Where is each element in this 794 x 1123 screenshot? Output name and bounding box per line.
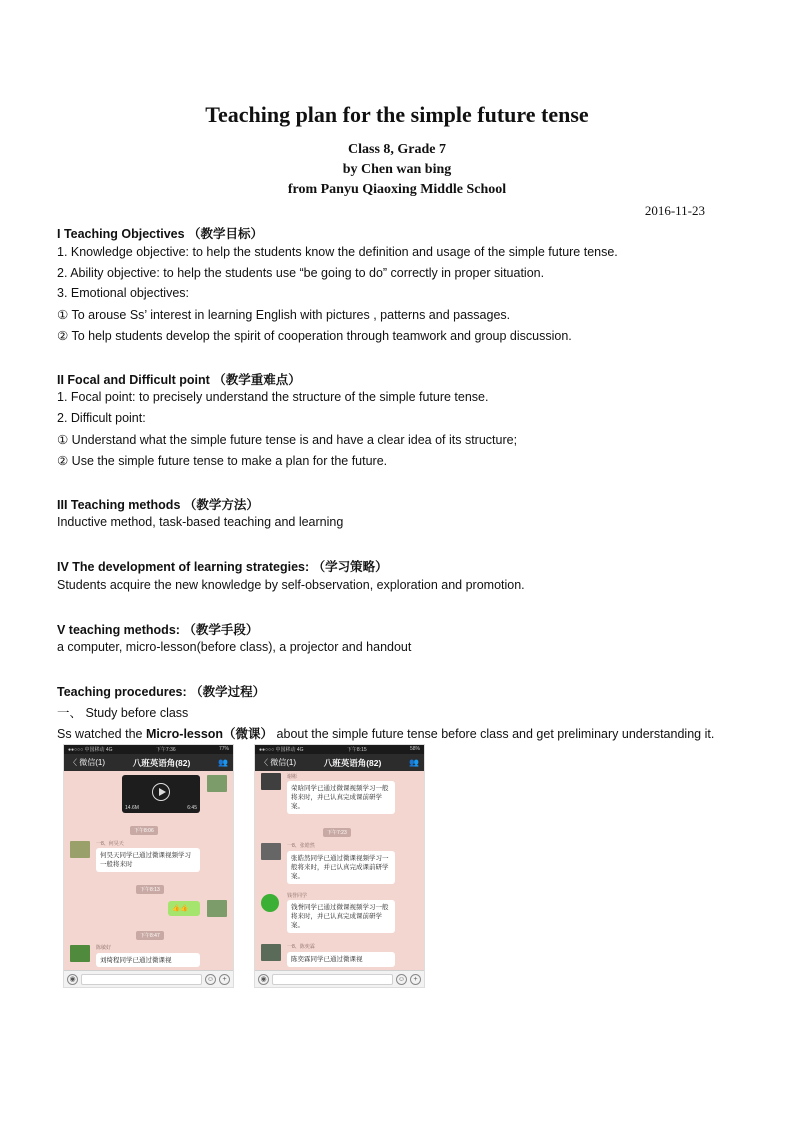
sentence-end: about the simple future tense before class and get preliminary understanding it. — [273, 727, 715, 741]
time-stamp: 下午8:06 — [130, 826, 158, 835]
message-input[interactable] — [81, 974, 202, 985]
sentence-start: Ss watched the — [57, 727, 146, 741]
sender-name: 谢彬 — [287, 774, 298, 780]
sender-name: 钱誉同学 — [287, 893, 308, 899]
play-icon — [152, 783, 170, 801]
voice-icon[interactable]: ◉ — [67, 974, 78, 985]
video-message[interactable] — [122, 775, 200, 813]
methods-heading: III Teaching methods （教学方法） — [57, 498, 259, 512]
chat-title: 八班英语角(82) — [323, 757, 382, 768]
strategies-heading: IV The development of learning strategies: （学习策略） — [57, 560, 388, 574]
methods-line: Inductive method, task-based teaching and learning — [57, 515, 344, 529]
back-button[interactable]: 〈 微信(1) — [69, 758, 105, 767]
add-icon[interactable]: + — [410, 974, 421, 985]
video-size: 14.6M — [125, 805, 139, 811]
chat-input-bar — [64, 970, 233, 987]
emoji-bubble[interactable]: 👍👍 — [168, 901, 200, 916]
status-time: 下午7:36 — [155, 747, 176, 753]
focal-line: 2. Difficult point: — [57, 411, 146, 425]
group-members-icon[interactable]: 👥 — [409, 758, 419, 767]
procedure-sentence — [57, 724, 714, 742]
document-title: Teaching plan for the simple future tense — [205, 102, 589, 127]
message-bubble[interactable]: 陈奕霖同学已通过微课视 — [287, 952, 395, 967]
avatar[interactable] — [70, 945, 90, 962]
time-stamp: 下午8:13 — [136, 885, 164, 894]
carrier-text: ●●○○○ 中国移动 4G — [68, 747, 113, 753]
avatar[interactable] — [207, 775, 227, 792]
chat-topbar — [255, 754, 424, 771]
carrier-text: ●●○○○ 中国移动 4G — [259, 747, 304, 753]
means-heading: V teaching methods: （教学手段） — [57, 623, 259, 637]
avatar[interactable] — [207, 900, 227, 917]
battery-text: 77% — [218, 746, 229, 752]
strategies-line: Students acquire the new knowledge by self-observation, exploration and promotion. — [57, 578, 525, 592]
avatar[interactable] — [261, 944, 281, 961]
sender-name: 一8、何昊天 — [96, 841, 124, 847]
wechat-screenshot-right — [254, 744, 425, 988]
focal-heading: II Focal and Difficult point （教学重难点） — [57, 373, 301, 387]
objective-line: 2. Ability objective: to help the students use “be going to do” correctly in proper situation. — [57, 266, 545, 280]
sender-name: 一8、陈奕霖 — [287, 944, 315, 950]
message-input[interactable] — [272, 974, 393, 985]
chat-input-bar — [255, 970, 424, 987]
avatar[interactable] — [261, 894, 279, 912]
avatar[interactable] — [70, 841, 90, 858]
focal-line: ① Understand what the simple future tense is and have a clear idea of its structure; — [57, 433, 518, 447]
message-bubble[interactable]: 张皓然同学已通过微课视频学习一般将来时，并已认真完成课前研学案。 — [287, 851, 395, 884]
chat-topbar — [64, 754, 233, 771]
add-icon[interactable]: + — [219, 974, 230, 985]
objective-line: 1. Knowledge objective: to help the students know the definition and usage of the simple future tense. — [57, 245, 618, 259]
voice-icon[interactable]: ◉ — [258, 974, 269, 985]
message-bubble[interactable]: 何昊天同学已通过微课视频学习一般将来时 — [96, 848, 200, 872]
objectives-heading: I Teaching Objectives （教学目标） — [57, 227, 264, 241]
school-line: from Panyu Qiaoxing Middle School — [287, 182, 507, 197]
message-bubble[interactable]: 钱誉同学已通过微课视频学习一般将来时，并已认真完成课前研学案。 — [287, 900, 395, 933]
sender-name: 陈敏好 — [96, 945, 112, 951]
objective-line: ② To help students develop the spirit of cooperation through teamwork and group discussion. — [57, 329, 572, 343]
focal-line: 1. Focal point: to precisely understand the structure of the simple future tense. — [57, 390, 489, 404]
battery-text: 58% — [409, 746, 420, 752]
message-bubble[interactable]: 荣晗同学已通过微课视频学习一般将来时，并已认真完成课前研学案。 — [287, 781, 395, 814]
time-stamp: 下午8:47 — [136, 931, 164, 940]
group-members-icon[interactable]: 👥 — [218, 758, 228, 767]
micro-lesson-term: Micro-lesson（微课） — [145, 727, 274, 741]
emoji-icon[interactable]: ☺ — [206, 975, 215, 983]
avatar[interactable] — [261, 773, 281, 790]
class-line: Class 8, Grade 7 — [348, 142, 446, 157]
procedures-heading: Teaching procedures: （教学过程） — [57, 685, 266, 699]
status-bar — [64, 745, 233, 754]
status-time: 下午8:15 — [346, 747, 367, 753]
time-stamp: 下午7:23 — [323, 828, 351, 837]
emoji-icon[interactable]: ☺ — [397, 975, 406, 983]
avatar[interactable] — [261, 843, 281, 860]
message-bubble[interactable]: 刘绮程同学已通过微课视 — [96, 953, 200, 967]
document-date: 2016-11-23 — [644, 203, 705, 218]
means-line: a computer, micro-lesson(before class), a projector and handout — [57, 640, 412, 654]
sender-name: 一8、张皓然 — [287, 843, 315, 849]
objective-line: ① To arouse Ss’ interest in learning English with pictures , patterns and passages. — [57, 308, 511, 322]
chat-title: 八班英语角(82) — [132, 757, 191, 768]
procedure-step: 一、 Study before class — [57, 706, 189, 720]
video-length: 6:45 — [187, 805, 197, 811]
back-button[interactable]: 〈 微信(1) — [260, 758, 296, 767]
author-line: by Chen wan bing — [342, 162, 452, 177]
focal-line: ② Use the simple future tense to make a plan for the future. — [57, 454, 388, 468]
objective-line: 3. Emotional objectives: — [57, 286, 190, 300]
status-bar — [255, 745, 424, 754]
wechat-screenshot-left — [63, 744, 234, 988]
